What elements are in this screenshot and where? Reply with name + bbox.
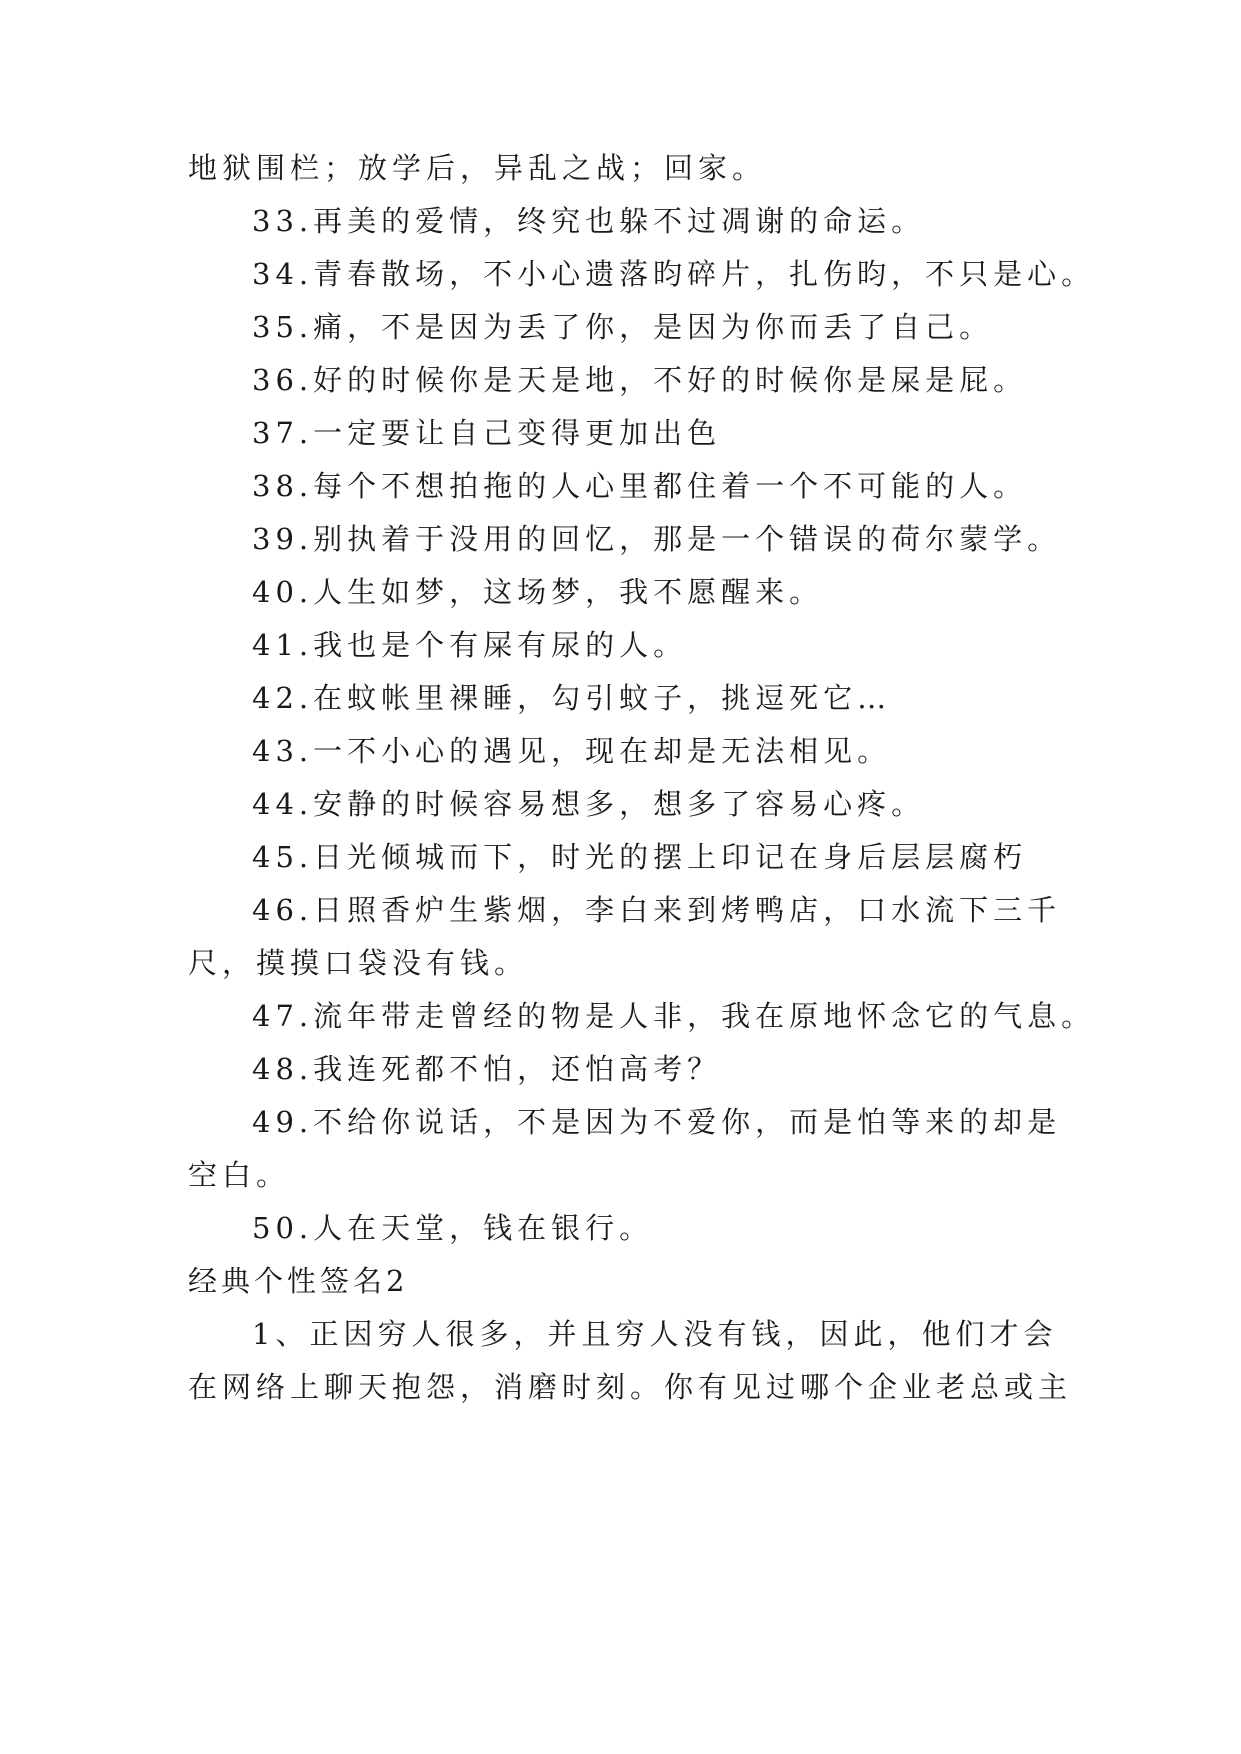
list-item-48: 48.我连死都不怕，还怕高考？ [252,1052,722,1086]
list-item-46-continued: 尺，摸摸口袋没有钱。 [188,946,529,980]
list-item-44: 44.安静的时候容易想多，想多了容易心疼。 [252,787,926,821]
list-item-33: 33.再美的爱情，终究也躲不过凋谢的命运。 [252,204,926,238]
list-item-34: 34.青春散场，不小心遗落昀碎片，扎伤昀，不只是心。 [252,257,1096,291]
list-item-39: 39.别执着于没用的回忆，那是一个错误的荷尔蒙学。 [252,522,1062,556]
list-item-40: 40.人生如梦，这场梦，我不愿醒来。 [252,575,824,609]
list-item-42: 42.在蚊帐里裸睡，勾引蚊子，挑逗死它… [252,681,892,715]
list-item-49: 49.不给你说话，不是因为不爱你，而是怕等来的却是 [252,1105,1062,1139]
list-item-41: 41.我也是个有屎有尿的人。 [252,628,688,662]
list-item-46: 46.日照香炉生紫烟，李白来到烤鸭店，口水流下三千 [252,893,1062,927]
list-item-49-continued: 空白。 [188,1158,291,1192]
list-item-45: 45.日光倾城而下，时光的摆上印记在身后层层腐朽 [252,840,1028,874]
paragraph-line-continued: 在网络上聊天抱怨，消磨时刻。你有见过哪个企业老总或主 [188,1370,1073,1404]
list-item-38: 38.每个不想拍拖的人心里都住着一个不可能的人。 [252,469,1028,503]
list-item-50: 50.人在天堂，钱在银行。 [252,1211,654,1245]
list-item-36: 36.好的时候你是天是地，不好的时候你是屎是屁。 [252,363,1028,397]
text-line: 地狱围栏；放学后，异乱之战；回家。 [188,151,767,185]
list-item-37: 37.一定要让自己变得更加出色 [252,416,722,450]
section-heading: 经典个性签名2 [188,1264,409,1298]
list-item-43: 43.一不小心的遇见，现在却是无法相见。 [252,734,892,768]
list-item-35: 35.痛，不是因为丢了你，是因为你而丢了自己。 [252,310,994,344]
list-item-47: 47.流年带走曾经的物是人非，我在原地怀念它的气息。 [252,999,1096,1033]
paragraph-line: 1、正因穷人很多，并且穷人没有钱，因此，他们才会 [252,1317,1058,1351]
